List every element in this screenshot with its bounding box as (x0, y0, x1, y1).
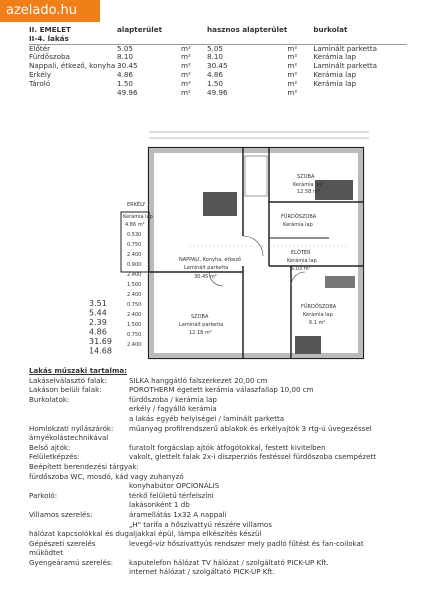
spec-row (29, 481, 407, 491)
room-floor-nappali: Laminált parketta (184, 265, 229, 271)
cell: 49.96 (117, 87, 138, 97)
spec-row (29, 520, 407, 530)
big-dimension-labels (89, 299, 112, 356)
dimension-label: 0.750 (127, 242, 142, 248)
spec-key: Lakáson belüli falak: (29, 385, 102, 395)
spec-value: konyhabútor OPCIONÁLIS (129, 481, 220, 491)
spec-row (29, 414, 407, 424)
dimension-label: 0.750 (127, 302, 142, 308)
dimension-label: 2.400 (127, 272, 142, 278)
room-area-nappali: 30.45 m² (194, 274, 217, 280)
dimension-label: 2.400 (127, 342, 142, 348)
room-floor-furdo-bottom: Kerámia lap (303, 312, 333, 318)
cell: m² (181, 44, 207, 53)
spec-key: Burkolatok: (29, 394, 70, 404)
big-dimension-label: 14.68 (89, 346, 112, 356)
spec-row: árnyékolástechnikával (29, 433, 109, 443)
area-table-subheader (29, 35, 407, 44)
cell: 30.45 (117, 61, 138, 71)
room-floor-szoba-top: Kerámia lap (293, 182, 323, 188)
cell: 49.96 (207, 87, 228, 97)
room-label-nappali: NAPPALI, Konyha, étkező (179, 257, 241, 263)
spec-row (29, 395, 407, 405)
cell: 5.05 (117, 44, 181, 53)
big-dimension-label: 31.69 (89, 337, 112, 346)
spec-value: vakolt, glettelt falak 2x-i diszperziós festéssel fürdőszoba csempézett (129, 452, 377, 462)
spec-row (29, 443, 407, 453)
spec-key (29, 404, 129, 414)
spec-row (29, 500, 407, 510)
spec-row: hálózat kapcsolókkal és dugaljakkal épül, lámpa elkészítés készül (29, 529, 262, 539)
cell: m² (181, 69, 191, 79)
cell: Kerámia lap (313, 52, 357, 62)
big-dimension-label: 5.44 (89, 308, 107, 318)
cell: 1.50 (117, 78, 134, 88)
cell: Erkély (29, 69, 52, 79)
spec-key: Belső ajtók: (29, 442, 71, 452)
spec-key: Gyengeáramú szerelés: (29, 557, 114, 567)
dimension-label: 2.400 (127, 312, 142, 318)
dimension-label: 2.400 (127, 252, 142, 258)
spec-value: kaputelefon hálózat TV hálózat / szolgáltató PICK-UP Kft. (129, 557, 329, 567)
room-area-eloter: 5.03 m² (291, 266, 311, 272)
room-floor-erkely: Kerámia lap (123, 214, 153, 220)
col-useful: hasznos alapterület (207, 25, 288, 34)
spec-row (29, 539, 407, 549)
cell: 8.10 (207, 52, 224, 62)
cell: Előtér (29, 44, 117, 53)
room-floor-furdo-top: Kerámia lap (283, 222, 313, 228)
spec-key: Parkoló: (29, 490, 58, 500)
spec-value: POROTHERM égetett kerámia válaszfallap 10,00 cm (129, 385, 314, 395)
big-dimension-label: 3.51 (89, 299, 107, 308)
cell: m² (287, 61, 298, 71)
specs-section (29, 366, 407, 577)
spec-value: a lakás egyéb helyiségei / laminált parketta (129, 413, 285, 423)
spec-value: levegő-víz hőszivattyús rendszer mely padló fűtést és fan-coilokat (129, 538, 364, 548)
spec-row: Beépített berendezési tárgyak: (29, 461, 139, 471)
dimension-label: 2.400 (127, 292, 142, 298)
spec-row (29, 376, 407, 386)
cell: m² (181, 87, 191, 97)
dimension-label: 1.500 (127, 282, 142, 288)
cell: m² (181, 78, 191, 88)
unit-label: II-4. lakás (29, 33, 69, 43)
room-label-furdo-top: FÜRDŐSZOBA (281, 214, 317, 220)
room-label-szoba-bottom: SZOBA (191, 314, 209, 320)
room-area-erkely: 4.86 m² (125, 222, 145, 228)
cell: Fürdőszoba (29, 52, 70, 62)
cell: 30.45 (207, 61, 228, 71)
floor-plan (29, 126, 407, 366)
spec-key: Lakáselválasztó falak: (29, 375, 107, 385)
cell: Kerámia lap (313, 78, 357, 88)
spec-row (29, 491, 407, 501)
spec-key (29, 414, 129, 424)
spec-row (29, 404, 407, 414)
spec-row (29, 510, 407, 520)
cell: 8.10 (117, 52, 134, 62)
room-area-furdo-bottom: 6.1 m² (309, 320, 326, 326)
big-dimension-label: 2.39 (89, 318, 107, 327)
spec-value: „H" tarifa a hőszivattyú részére villamos (129, 519, 272, 529)
cell: m² (287, 87, 298, 97)
spec-value: internet hálózat / szolgáltató PICK-UP Kft. (129, 567, 275, 577)
dimension-label: 0.530 (127, 232, 142, 238)
room-label-furdo-bottom: FÜRDŐSZOBA (301, 304, 337, 310)
cell: m² (181, 61, 191, 71)
cell: Kerámia lap (313, 69, 357, 79)
room-label-szoba-top: SZOBA (297, 174, 315, 180)
cell: m² (287, 52, 298, 62)
site-watermark: azelado.hu (0, 0, 100, 22)
spec-value: lakásonként 1 db (129, 500, 190, 510)
room-label-eloter: ELŐTÉR (291, 250, 311, 256)
room-area-szoba-top: 12.58 m² (297, 189, 320, 195)
dimension-label: 1.500 (127, 322, 142, 328)
spec-key: Villamos szerelés: (29, 509, 93, 519)
cell: 1.50 (207, 78, 224, 88)
spec-value: műanyag profilrendszerű ablakok és erkélyajtók 3 rtg-ú üvegezéssel (129, 423, 372, 433)
spec-row (29, 385, 407, 395)
dimension-label: 0.900 (127, 262, 142, 268)
spec-row (29, 424, 407, 434)
spec-value: SILKA hanggátló falszerkezet 20,00 cm (129, 375, 268, 385)
dimension-label: 0.750 (127, 332, 142, 338)
col-floor: burkolat (313, 25, 348, 34)
spec-key (29, 500, 129, 510)
left-dimension-labels (127, 232, 141, 348)
spec-row: fürdőszoba WC, mosdó, kád vagy zuhanyzó (29, 471, 184, 481)
spec-row (29, 452, 407, 462)
cell: m² (181, 52, 191, 62)
spec-value: fürdőszoba / kerámia lap (129, 394, 217, 404)
col-area: alapterület (117, 25, 163, 34)
cell: Nappali, étkező, konyha (29, 61, 116, 71)
spec-value: furatolt forgácslap ajtók átfogótokkal, festett kivitelben (129, 442, 326, 452)
floor-plan-drawing (29, 126, 407, 366)
spec-row: működtet (29, 548, 64, 558)
spec-value: áramellátás 1x32 A nappali (129, 509, 227, 519)
specs-title: Lakás műszaki tartalma: (29, 366, 128, 375)
cell: Laminált parketta (313, 61, 378, 71)
cell: 4.86 (207, 69, 224, 79)
room-area-szoba-bottom: 12.18 m² (189, 330, 212, 336)
spec-key (29, 481, 129, 491)
spec-row (29, 567, 407, 577)
area-table (29, 26, 407, 97)
table-total-row (29, 89, 407, 98)
spec-key: Homlokzati nyílászárók: (29, 423, 114, 433)
big-dimension-label: 4.86 (89, 327, 107, 337)
spec-key (29, 567, 129, 577)
room-label-erkely: ERKÉLY (127, 202, 146, 208)
room-floor-szoba-bottom: Laminált parketta (179, 322, 224, 328)
cell: Tároló (29, 78, 51, 88)
cell: Laminált parketta (313, 44, 407, 53)
spec-value: térkő felületű térfelszíni (129, 490, 214, 500)
area-table-header (29, 26, 407, 35)
spec-key (29, 520, 129, 530)
cell: m² (287, 44, 313, 53)
cell: m² (287, 78, 298, 88)
cell: 4.86 (117, 69, 134, 79)
floorplan-sheet (29, 26, 407, 594)
room-floor-eloter: Kerámia lap (287, 258, 317, 264)
cell: 5.05 (207, 44, 287, 53)
spec-key: Felületképzés: (29, 452, 80, 462)
cell: m² (287, 69, 298, 79)
spec-key: Gépészeti szerelés (29, 538, 96, 548)
spec-row (29, 558, 407, 568)
level-label: II. EMELET (29, 25, 71, 34)
spec-value: erkély / fagyálló kerámia (129, 404, 217, 414)
